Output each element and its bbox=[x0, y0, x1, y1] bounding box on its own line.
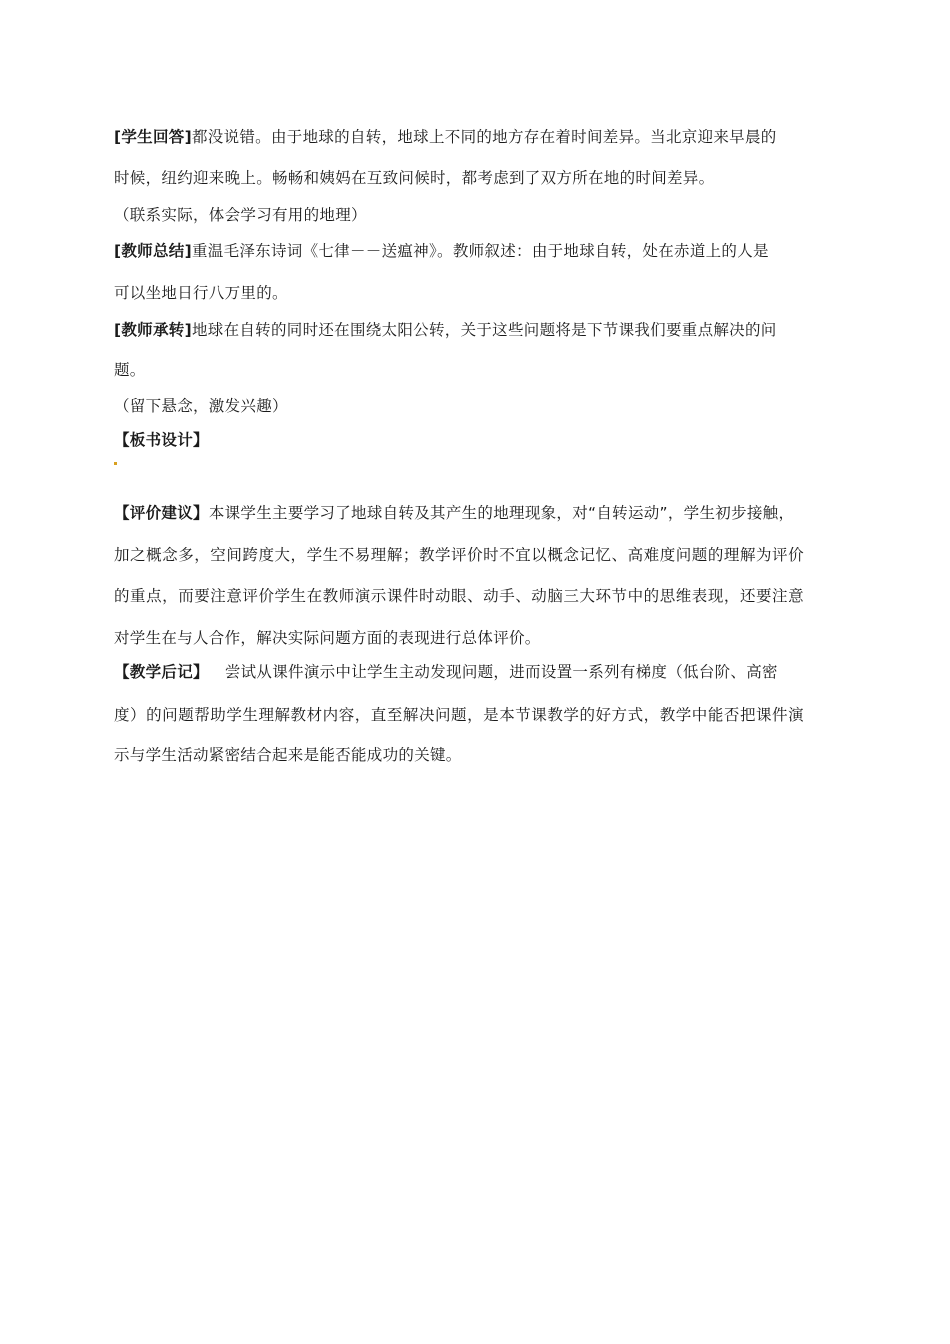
evaluation-text-2: 加之概念多，空间跨度大，学生不易理解；教学评价时不宜以概念记忆、高难度问题的理解为评价 bbox=[114, 546, 805, 564]
evaluation-text-3: 的重点，而要注意评价学生在教师演示课件时动眼、动手、动脑三大环节中的思维表现，还要注意 bbox=[114, 587, 805, 605]
postscript-text-2: 度）的问题帮助学生理解教材内容，直至解决问题，是本节课教学的好方式，教学中能否把课件演 bbox=[114, 706, 805, 724]
evaluation-text-4: 对学生在与人合作，解决实际问题方面的表现进行总体评价。 bbox=[114, 629, 541, 647]
evaluation-text-1: 本课学生主要学习了地球自转及其产生的地理现象，对“自转运动”，学生初步接触， bbox=[208, 504, 795, 522]
teacher-summary-text-1: 重温毛泽东诗词《七律－－送瘟神》。教师叙述：由于地球自转，处在赤道上的人是 bbox=[191, 242, 769, 260]
postscript-line-3 bbox=[114, 745, 462, 765]
student-answer-text-2: 时候，纽约迎来晚上。畅畅和姨妈在互致问候时，都考虑到了双方所在地的时间差异。 bbox=[114, 169, 715, 187]
teacher-transition-line-1 bbox=[114, 320, 777, 340]
postscript-text-1: 尝试从课件演示中让学生主动发现问题，进而设置一系列有梯度（低台阶、高密 bbox=[224, 663, 778, 681]
teacher-transition-text-1: 地球在自转的同时还在围绕太阳公转，关于这些问题将是下节课我们要重点解决的问 bbox=[191, 321, 777, 339]
note-suspense-text: （留下悬念，激发兴趣） bbox=[114, 397, 288, 415]
note-practical-text: （联系实际，体会学习有用的地理） bbox=[114, 206, 367, 224]
evaluation-line-2 bbox=[114, 545, 804, 565]
student-answer-tag: [学生回答] bbox=[114, 128, 192, 146]
student-answer-text-1: 都没说错。由于地球的自转，地球上不同的地方存在着时间差异。当北京迎来早晨的 bbox=[191, 128, 777, 146]
teacher-summary-text-2: 可以坐地日行八万里的。 bbox=[114, 284, 288, 302]
postscript-line-1 bbox=[114, 662, 778, 682]
teacher-summary-line-2 bbox=[114, 283, 288, 303]
evaluation-line-4 bbox=[114, 628, 541, 648]
note-suspense bbox=[114, 396, 288, 416]
stray-mark-dot bbox=[114, 462, 117, 465]
evaluation-tag: 【评价建议】 bbox=[114, 504, 209, 522]
student-answer-line-1 bbox=[114, 127, 777, 147]
evaluation-line-1 bbox=[114, 503, 794, 523]
postscript-line-2 bbox=[114, 705, 804, 725]
student-answer-line-2 bbox=[114, 168, 714, 188]
teacher-summary-line-1 bbox=[114, 241, 769, 261]
teacher-summary-tag: [教师总结] bbox=[114, 242, 192, 260]
postscript-tag: 【教学后记】 bbox=[114, 663, 209, 681]
teacher-transition-tag: [教师承转] bbox=[114, 321, 192, 339]
teacher-transition-line-2 bbox=[114, 360, 146, 380]
board-design-heading bbox=[114, 430, 209, 450]
evaluation-line-3 bbox=[114, 586, 804, 606]
teacher-transition-text-2: 题。 bbox=[114, 361, 146, 379]
board-design-heading-text: 【板书设计】 bbox=[114, 431, 209, 449]
postscript-text-3: 示与学生活动紧密结合起来是能否能成功的关键。 bbox=[114, 746, 462, 764]
note-practical bbox=[114, 205, 367, 225]
